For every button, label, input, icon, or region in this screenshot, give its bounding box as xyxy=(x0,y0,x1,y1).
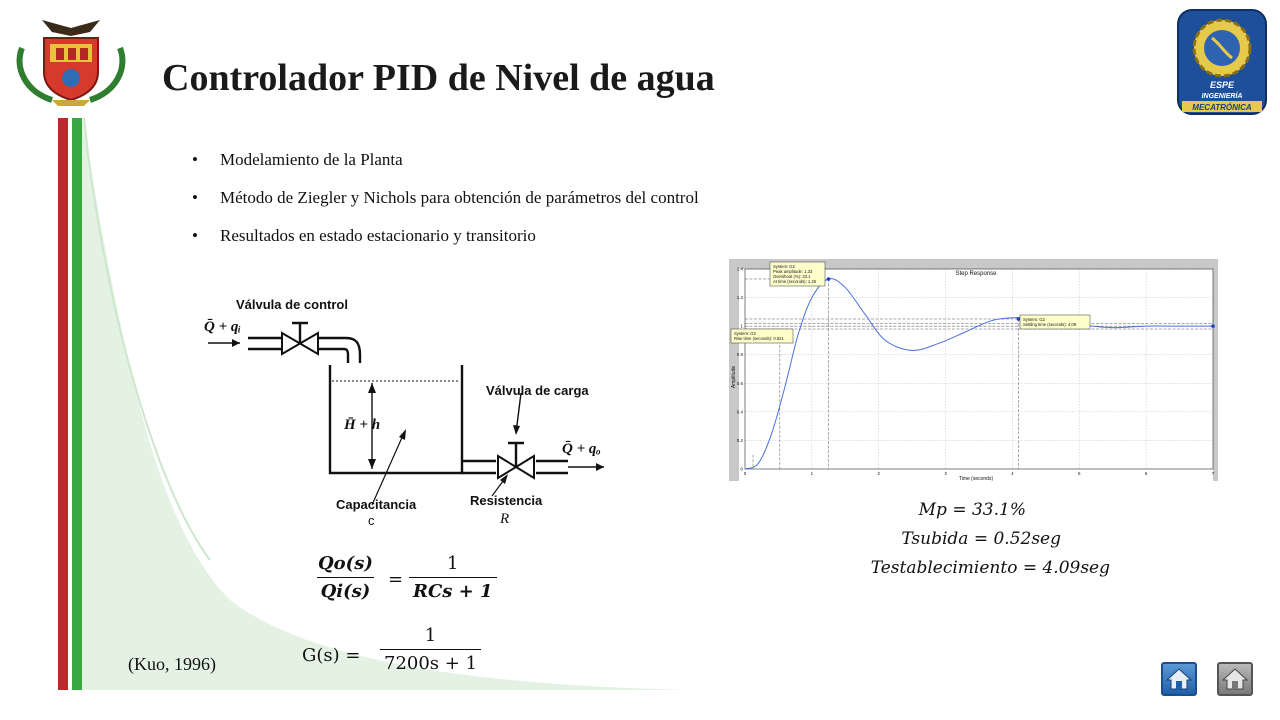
x-tick-label: 0 xyxy=(743,471,747,476)
y-tick-label: 0.4 xyxy=(736,409,743,415)
y-tick-label: 0 xyxy=(740,466,743,472)
y-tick-label: 0.2 xyxy=(736,437,743,443)
x-tick-label: 6 xyxy=(1144,471,1148,476)
y-tick-label: 0.6 xyxy=(736,380,743,386)
y-tick-label: 0.8 xyxy=(736,352,743,358)
inflow-label: Q̄ + qᵢ xyxy=(204,319,241,335)
data-point-marker xyxy=(1211,324,1215,328)
x-tick-label: 3 xyxy=(944,471,947,476)
tip-peak-line: At time (seconds): 1.25 xyxy=(773,279,817,284)
bullet-list xyxy=(192,148,699,262)
control-valve-label: Válvula de control xyxy=(236,297,348,312)
resistance-label: Resistencia xyxy=(470,493,543,508)
bullet-item: • Método de Ziegler y Nichols para obtención de parámetros del control xyxy=(192,186,699,224)
green-stripe xyxy=(72,118,82,690)
datatip-peak xyxy=(770,262,825,286)
step-response-figure xyxy=(729,259,1218,481)
tf-equals-sign: = xyxy=(388,569,404,590)
x-axis-label: Time (seconds) xyxy=(958,476,994,481)
y-tick-label: 1.4 xyxy=(736,266,743,272)
svg-text:MECATRÓNICA: MECATRÓNICA xyxy=(1192,103,1252,112)
datatip-settle xyxy=(1020,315,1090,329)
x-tick-label: 4 xyxy=(1011,471,1014,476)
tip-peak-line: Overshoot (%): 33.1 xyxy=(773,274,811,279)
capacitance-symbol: c xyxy=(368,513,375,528)
x-tick-label: 1 xyxy=(810,471,814,476)
data-point-marker xyxy=(827,277,831,281)
head-label: H̄ + h xyxy=(344,417,381,433)
tip-rise-line: Rise time (seconds): 0.521 xyxy=(734,336,784,341)
home-icon xyxy=(1166,667,1192,691)
outflow-label: Q̄ + qₒ xyxy=(562,441,601,457)
tf-rhs-fraction xyxy=(409,553,497,602)
data-point-marker xyxy=(1017,317,1021,321)
capacitance-label: Capacitancia xyxy=(336,497,417,512)
x-tick-label: 2 xyxy=(877,471,880,476)
datatip-rise xyxy=(731,329,793,343)
g-equation-lhs: G(s) = xyxy=(302,645,361,666)
tf-rhs-denominator: RCs + 1 xyxy=(409,577,497,602)
g-fraction xyxy=(380,625,481,674)
slide-title: Controlador PID de Nivel de agua xyxy=(162,57,715,99)
y-axis-label: Amplitude xyxy=(731,365,737,389)
tf-numerator: Qo(s) xyxy=(318,553,373,574)
espe-mecatronica-logo xyxy=(1176,8,1268,116)
overshoot-metric: Mp = 33.1% xyxy=(918,500,1026,520)
svg-text:INGENIERÍA: INGENIERÍA xyxy=(1201,93,1243,100)
tank-plant-diagram xyxy=(196,283,616,533)
x-tick-label: 7 xyxy=(1211,471,1215,476)
tf-lhs-fraction xyxy=(314,553,377,602)
settling-time-metric: Testablecimiento = 4.09seg xyxy=(870,558,1110,578)
plot-title: Step Response xyxy=(955,271,997,277)
tf-denominator: Qi(s) xyxy=(317,577,375,602)
rise-time-metric: Tsubida = 0.52seg xyxy=(901,529,1061,549)
citation-text: (Kuo, 1996) xyxy=(128,654,216,674)
home-button[interactable] xyxy=(1161,662,1197,696)
home-icon xyxy=(1222,667,1248,691)
red-stripe xyxy=(58,118,68,690)
tip-peak-line: System: G2 xyxy=(773,264,795,269)
g-numerator: 1 xyxy=(424,625,437,646)
load-valve-label: Válvula de carga xyxy=(486,383,589,398)
bullet-item: • Modelamiento de la Planta xyxy=(192,148,699,186)
tip-rise-line: System: G2 xyxy=(734,331,756,336)
g-denominator: 7200s + 1 xyxy=(380,649,481,674)
y-tick-label: 1.2 xyxy=(736,295,743,301)
resistance-symbol: R xyxy=(500,511,510,527)
svg-text:ESPE: ESPE xyxy=(1209,80,1235,90)
tip-settle-line: System: G2 xyxy=(1023,317,1045,322)
step-response-chart xyxy=(729,259,1218,481)
y-tick-label: 1 xyxy=(740,323,743,329)
tip-peak-line: Peak amplitude: 1.33 xyxy=(773,269,813,274)
secondary-home-button[interactable] xyxy=(1217,662,1253,696)
tf-rhs-numerator: 1 xyxy=(447,553,459,574)
bullet-item: • Resultados en estado estacionario y transitorio xyxy=(192,224,699,262)
x-tick-label: 5 xyxy=(1078,471,1081,476)
tip-settle-line: Settling time (seconds): 4.09 xyxy=(1023,322,1077,327)
coat-of-arms-logo xyxy=(12,8,130,108)
